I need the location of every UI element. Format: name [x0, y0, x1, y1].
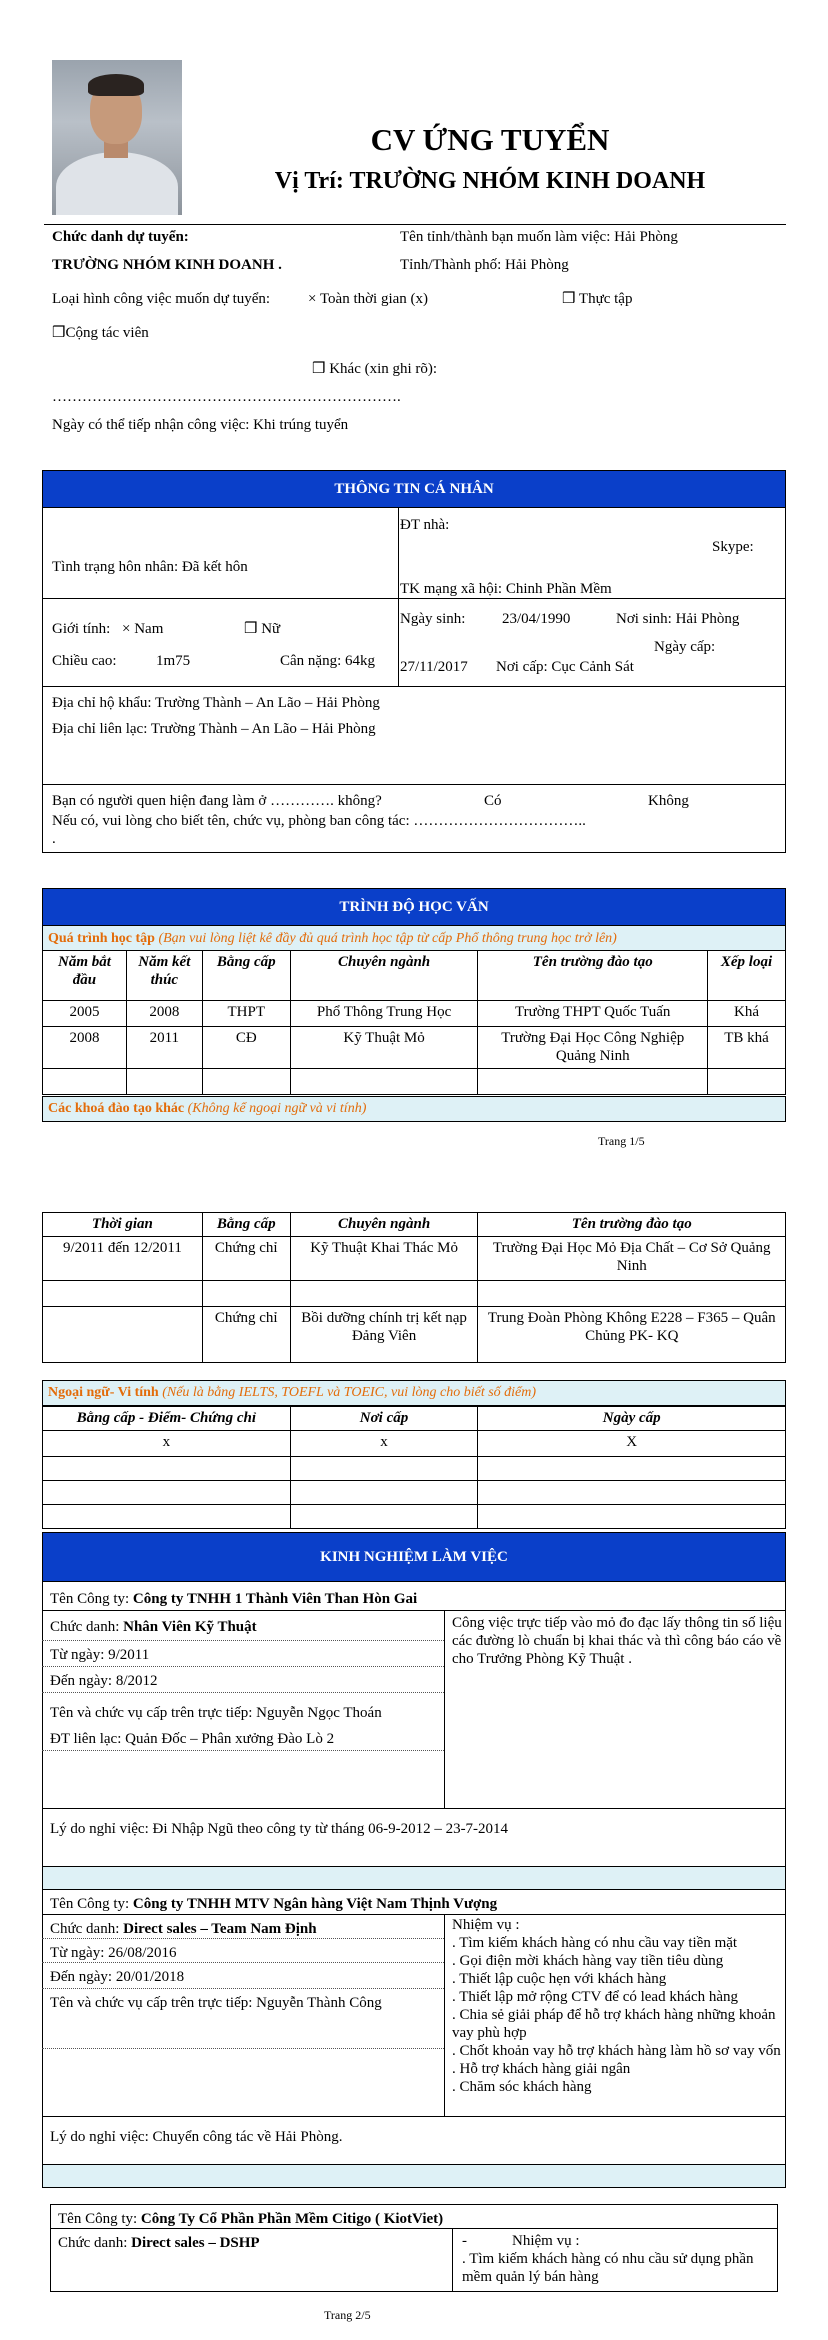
apply-province: Tên tỉnh/thành bạn muốn làm việc: Hải Phòng [400, 229, 678, 245]
fulltime-checkbox[interactable]: × Toàn thời gian (x) [308, 291, 429, 307]
home-phone: ĐT nhà: [400, 517, 450, 533]
permanent-address: Địa chỉ hộ khẩu: Trường Thành – An Lão – Hải Phòng [52, 695, 380, 711]
other-training-title: Các khoá đào tạo khác (Không kể ngoại ngữ và vi tính) [48, 1101, 367, 1116]
job2-company: Tên Công ty: Công ty TNHH MTV Ngân hàng Việt Nam Thịnh Vượng [50, 1896, 498, 1912]
col-institution: Tên trường đào tạo [478, 1213, 786, 1237]
table-row [43, 1481, 786, 1505]
table-row: 2005 2008 THPT Phổ Thông Trung Học Trường THPT Quốc Tuấn Khá [43, 1001, 786, 1027]
social-account: TK mạng xã hội: Chinh Phần Mềm [400, 581, 612, 597]
job2-from: Từ ngày: 26/08/2016 [50, 1945, 177, 1961]
job2-duties: Nhiệm vụ : . Tìm kiếm khách hàng có nhu cầu vay tiền mặt . Gọi điện mời khách hàng vay tiền tiêu dùng . Thiết lập cuộc hẹn với khách hàng . Thiết lập mở rộng CTV để có lead khách hàng . Chia sẻ giải pháp để hỗ trợ khách hàng những khoản vay phù hợp . Chốt khoản vay hỗ trợ khách hàng làm hồ sơ vay vốn . Hỗ trợ khách hàng giải ngân . Chăm sóc khách hàng [452, 1917, 781, 2095]
job1-description: Công việc trực tiếp vào mỏ đo đạc lấy thông tin số liệu các đường lò chuẩn bị khai thác và thì công báo cáo về cho Trưởng Phòng Kỹ Thuật . [452, 1615, 782, 1667]
experience-heading: KINH NGHIỆM LÀM VIỆC [42, 1532, 786, 1582]
list-item: . Chốt khoản vay hỗ trợ khách hàng làm hồ sơ vay vốn [452, 2043, 781, 2059]
table-row [43, 1069, 786, 1095]
education-heading: TRÌNH ĐỘ HỌC VẤN [42, 888, 786, 926]
trailing-dot: . [52, 831, 56, 847]
job1-phone: ĐT liên lạc: Quản Đốc – Phân xưởng Đào Lò 2 [50, 1731, 335, 1747]
apply-title-label: Chức danh dự tuyển: [52, 229, 189, 245]
study-process-title: Quá trình học tập (Bạn vui lòng liệt kê đầy đủ quá trình học tập từ cấp Phổ thông trung học trở lên) [48, 931, 617, 946]
col-certificate: Bằng cấp - Điểm- Chứng chỉ [43, 1407, 291, 1431]
job2-manager: Tên và chức vụ cấp trên trực tiếp: Nguyễn Thành Công [50, 1995, 382, 2011]
place-of-birth: Nơi sinh: Hải Phòng [616, 611, 740, 627]
apply-city: Tỉnh/Thành phố: Hải Phòng [400, 257, 569, 273]
apply-title-value: TRƯỜNG NHÓM KINH DOANH . [52, 257, 282, 273]
other-checkbox[interactable]: ❒ Khác (xin ghi rõ): [312, 361, 438, 377]
acquaint-yes[interactable]: Có [484, 793, 502, 809]
job2-title: Chức danh: Direct sales – Team Nam Định [50, 1921, 317, 1937]
skype: Skype: [712, 539, 754, 555]
intern-checkbox[interactable]: ❒ Thực tập [562, 291, 633, 307]
col-issue-date: Ngày cấp [478, 1407, 786, 1431]
col-school: Tên trường đào tạo [478, 951, 708, 1001]
page-number-1: Trang 1/5 [598, 1134, 645, 1148]
collab-checkbox[interactable]: ❒Cộng tác viên [52, 325, 149, 341]
table-row: Chứng chỉ Bồi dưỡng chính trị kết nạp Đảng Viên Trung Đoàn Phòng Không E228 – F365 – Quân Chủng PK- KQ [43, 1307, 786, 1363]
training-table [42, 1212, 786, 1363]
table-row: 2008 2011 CĐ Kỹ Thuật Mỏ Trường Đại Học Công Nghiệp Quảng Ninh TB khá [43, 1027, 786, 1069]
list-item: . Thiết lập cuộc hẹn với khách hàng [452, 1971, 667, 1987]
header-divider [44, 224, 786, 225]
gender-label: Giới tính: [52, 621, 111, 637]
job2-reason: Lý do nghỉ việc: Chuyển công tác về Hải Phòng. [50, 2129, 343, 2145]
col-start-year: Năm bắt đầu [43, 951, 127, 1001]
marital-status: Tình trạng hôn nhân: Đã kết hôn [52, 559, 248, 575]
job1-title: Chức danh: Nhân Viên Kỹ Thuật [50, 1619, 257, 1635]
job1-manager: Tên và chức vụ cấp trên trực tiếp: Nguyễn Ngọc Thoán [50, 1705, 382, 1721]
col-rank: Xếp loại [708, 951, 786, 1001]
list-item: . Hỗ trợ khách hàng giải ngân [452, 2061, 631, 2077]
col-issuer: Nơi cấp [290, 1407, 478, 1431]
list-item: . Chăm sóc khách hàng [452, 2079, 592, 2095]
other-dots: ……………………………………………………………. [52, 389, 401, 405]
col-time: Thời gian [43, 1213, 203, 1237]
dob-label: Ngày sinh: [400, 611, 466, 627]
job2-to: Đến ngày: 20/01/2018 [50, 1969, 185, 1985]
position-title: Vị Trí: TRƯỜNG NHÓM KINH DOANH [274, 168, 706, 194]
language-table [42, 1406, 786, 1529]
gender-female[interactable]: ❒ Nữ [244, 621, 281, 637]
weight: Cân nặng: 64kg [280, 653, 375, 669]
issue-date: 27/11/2017 [400, 659, 468, 675]
acquaint-no[interactable]: Không [648, 793, 689, 809]
issue-date-label: Ngày cấp: [654, 639, 716, 655]
table-row [43, 1281, 786, 1307]
col-end-year: Năm kết thúc [126, 951, 202, 1001]
list-item: . Chia sẻ giải pháp để hỗ trợ khách hàng những khoản vay phù hợp [452, 2007, 776, 2041]
col-degree: Bằng cấp [202, 951, 290, 1001]
job3-duty: . Tìm kiếm khách hàng có nhu cầu sử dụng phần mềm quản lý bán hàng [462, 2251, 754, 2285]
job3-company: Tên Công ty: Công Ty Cổ Phần Phần Mềm Citigo ( KiotViet) [58, 2211, 444, 2227]
job3-duties-title: Nhiệm vụ : [512, 2233, 580, 2249]
height-label: Chiều cao: [52, 653, 117, 669]
acquaint-question: Bạn có người quen hiện đang làm ở …………. không? [52, 793, 382, 809]
job3-dash: - [462, 2233, 467, 2249]
list-item: . Thiết lập mở rộng CTV để có lead khách hàng [452, 1989, 739, 2005]
table-row: 9/2011 đến 12/2011 Chứng chỉ Kỹ Thuật Khai Thác Mỏ Trường Đại Học Mỏ Địa Chất – Cơ Sở Quảng Ninh [43, 1237, 786, 1281]
list-item: . Tìm kiếm khách hàng có nhu cầu vay tiền mặt [452, 1935, 738, 1951]
col-field: Chuyên ngành [290, 1213, 478, 1237]
job1-to: Đến ngày: 8/2012 [50, 1673, 158, 1689]
acquaint-detail: Nếu có, vui lòng cho biết tên, chức vụ, phòng ban công tác: …………………………….. [52, 813, 586, 829]
table-row: x x X [43, 1431, 786, 1457]
cv-title: CV ỨNG TUYỂN [370, 122, 610, 157]
height-value: 1m75 [156, 653, 191, 669]
table-row [43, 1505, 786, 1529]
job1-from: Từ ngày: 9/2011 [50, 1647, 150, 1663]
job3-title: Chức danh: Direct sales – DSHP [58, 2235, 260, 2251]
issue-place: Nơi cấp: Cục Cảnh Sát [496, 659, 634, 675]
profile-photo [52, 60, 182, 215]
education-table [42, 950, 786, 1095]
job1-company: Tên Công ty: Công ty TNHH 1 Thành Viên Than Hòn Gai [50, 1591, 418, 1607]
col-major: Chuyên ngành [290, 951, 478, 1001]
language-title: Ngoại ngữ- Vi tính (Nếu là bằng IELTS, TOEFL và TOEIC, vui lòng cho biết số điểm) [48, 1385, 537, 1400]
personal-heading: THÔNG TIN CÁ NHÂN [42, 470, 786, 508]
job-type-label: Loại hình công việc muốn dự tuyển: [52, 291, 271, 307]
dob-value: 23/04/1990 [502, 611, 571, 627]
table-row [43, 1457, 786, 1481]
page-number-2: Trang 2/5 [324, 2308, 371, 2322]
col-cert: Bằng cấp [202, 1213, 290, 1237]
contact-address: Địa chỉ liên lạc: Trường Thành – An Lão – Hải Phòng [52, 721, 376, 737]
start-date: Ngày có thể tiếp nhận công việc: Khi trúng tuyển [52, 417, 349, 433]
list-item: . Gọi điện mời khách hàng vay tiền tiêu dùng [452, 1953, 724, 1969]
gender-male[interactable]: × Nam [122, 621, 164, 637]
job1-reason: Lý do nghỉ việc: Đi Nhập Ngũ theo công ty từ tháng 06-9-2012 – 23-7-2014 [50, 1821, 509, 1837]
